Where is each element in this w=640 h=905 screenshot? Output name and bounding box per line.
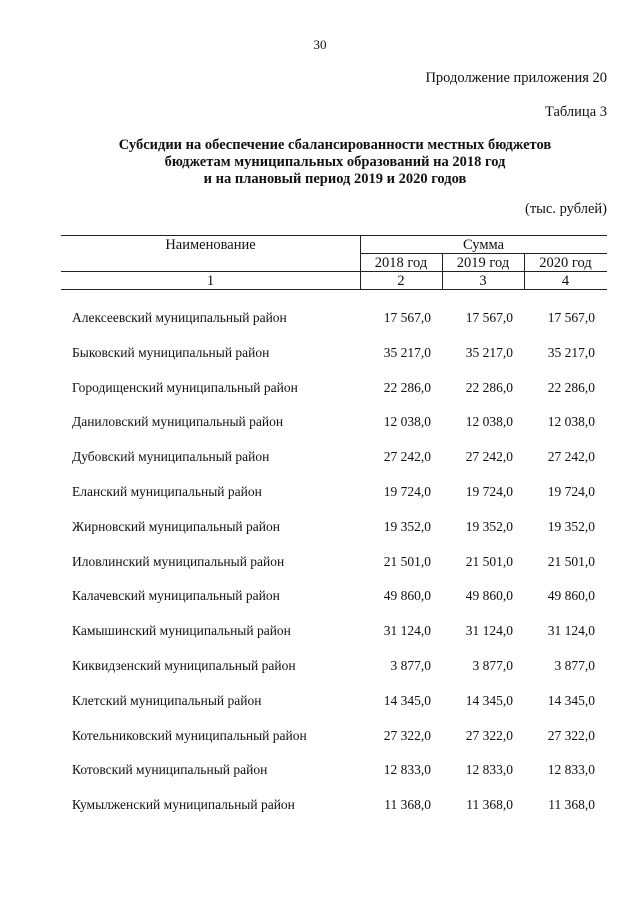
table-row [0, 650, 640, 685]
amount-2018: 21 501,0 [383, 553, 431, 569]
amount-2019: 11 368,0 [466, 797, 513, 813]
amount-2019: 31 124,0 [465, 623, 513, 639]
amount-2020: 19 352,0 [547, 518, 595, 534]
amount-2018: 11 368,0 [384, 797, 431, 813]
amount-2019: 27 242,0 [465, 449, 513, 465]
amount-2019: 12 833,0 [465, 762, 513, 778]
header-top-rule [61, 235, 607, 236]
amount-2018: 35 217,0 [383, 344, 431, 360]
municipality-name: Киквидзенский муниципальный район [72, 657, 296, 673]
document-title [60, 137, 610, 188]
amount-2018: 17 567,0 [383, 310, 431, 325]
amount-2020: 27 322,0 [547, 727, 595, 743]
amount-2019: 17 567,0 [465, 310, 513, 325]
table-row [0, 476, 640, 511]
amount-2019: 12 038,0 [465, 414, 513, 430]
table-row [0, 406, 640, 441]
municipality-name: Еланский муниципальный район [72, 483, 262, 499]
title-line-1: Субсидии на обеспечение сбалансированности местных бюджетов [118, 137, 552, 153]
table-row [0, 337, 640, 372]
amount-2018: 27 322,0 [383, 727, 431, 743]
amount-2019: 22 286,0 [465, 379, 513, 395]
units-note: (тыс. рублей) [525, 201, 607, 217]
municipality-name: Калачевский муниципальный район [72, 588, 280, 604]
table-row [0, 546, 640, 581]
municipality-name: Клетский муниципальный район [72, 692, 262, 708]
municipality-name: Жирновский муниципальный район [72, 518, 280, 534]
amount-2020: 35 217,0 [547, 344, 595, 360]
municipality-name: Алексеевский муниципальный район [72, 310, 287, 325]
table-row [0, 441, 640, 476]
amount-2020: 19 724,0 [547, 483, 595, 499]
amount-2019: 49 860,0 [465, 588, 513, 604]
amount-2018: 12 833,0 [383, 762, 431, 778]
table-label: Таблица 3 [544, 104, 607, 120]
amount-2020: 22 286,0 [547, 379, 595, 395]
amount-2018: 14 345,0 [383, 692, 431, 708]
table-row [0, 685, 640, 720]
amount-2018: 3 877,0 [390, 657, 431, 673]
amount-2018: 49 860,0 [383, 588, 431, 604]
municipality-name: Даниловский муниципальный район [72, 414, 284, 430]
col-sum-header: Сумма [462, 237, 505, 253]
municipality-name: Котовский муниципальный район [72, 762, 268, 778]
amount-2019: 21 501,0 [465, 553, 513, 569]
amount-2019: 19 724,0 [465, 483, 513, 499]
amount-2019: 14 345,0 [465, 692, 513, 708]
amount-2018: 31 124,0 [383, 623, 431, 639]
year-header-2018: 2018 год [374, 255, 428, 271]
amount-2018: 22 286,0 [383, 379, 431, 395]
table-row [0, 615, 640, 650]
amount-2020: 31 124,0 [547, 623, 595, 639]
table-row [0, 372, 640, 407]
amount-2020: 11 368,0 [548, 797, 595, 813]
table-row [0, 789, 640, 824]
col-name-header: Наименование [165, 237, 256, 253]
table-body [0, 302, 640, 824]
table-row [0, 754, 640, 789]
amount-2020: 49 860,0 [547, 588, 595, 604]
year-header-2020: 2020 год [539, 255, 592, 271]
municipality-name: Быковский муниципальный район [72, 344, 270, 360]
amount-2019: 27 322,0 [465, 727, 513, 743]
amount-2020: 21 501,0 [547, 553, 595, 569]
amount-2019: 19 352,0 [465, 518, 513, 534]
page-number: 30 [313, 37, 327, 52]
col-number-3: 3 [479, 273, 487, 289]
amount-2019: 35 217,0 [465, 344, 513, 360]
amount-2020: 14 345,0 [547, 692, 595, 708]
table-row [0, 302, 640, 337]
table-row [0, 720, 640, 755]
year-header-2019: 2019 год [456, 255, 510, 271]
col-number-2: 2 [397, 273, 405, 289]
table-row [0, 580, 640, 615]
municipality-name: Камышинский муниципальный район [72, 623, 291, 639]
amount-2020: 27 242,0 [547, 449, 595, 465]
amount-2020: 12 038,0 [547, 414, 595, 430]
table-row [0, 511, 640, 546]
title-line-3: и на плановый период 2019 и 2020 годов [203, 171, 467, 187]
municipality-name: Дубовский муниципальный район [72, 449, 270, 465]
title-line-2: бюджетам муниципальных образований на 2018 год [164, 154, 506, 170]
appendix-note: Продолжение приложения 20 [425, 70, 607, 86]
municipality-name: Городищенский муниципальный район [72, 379, 298, 395]
col-number-4: 4 [561, 273, 570, 289]
amount-2018: 19 352,0 [383, 518, 431, 534]
amount-2020: 12 833,0 [547, 762, 595, 778]
municipality-name: Иловлинский муниципальный район [72, 553, 285, 569]
amount-2019: 3 877,0 [472, 657, 513, 673]
col-number-1: 1 [206, 273, 215, 289]
municipality-name: Котельниковский муниципальный район [72, 727, 307, 743]
amount-2018: 19 724,0 [383, 483, 431, 499]
municipality-name: Кумылженский муниципальный район [72, 797, 295, 813]
amount-2020: 17 567,0 [547, 310, 595, 325]
amount-2018: 12 038,0 [383, 414, 431, 430]
amount-2018: 27 242,0 [383, 449, 431, 465]
amount-2020: 3 877,0 [554, 657, 595, 673]
